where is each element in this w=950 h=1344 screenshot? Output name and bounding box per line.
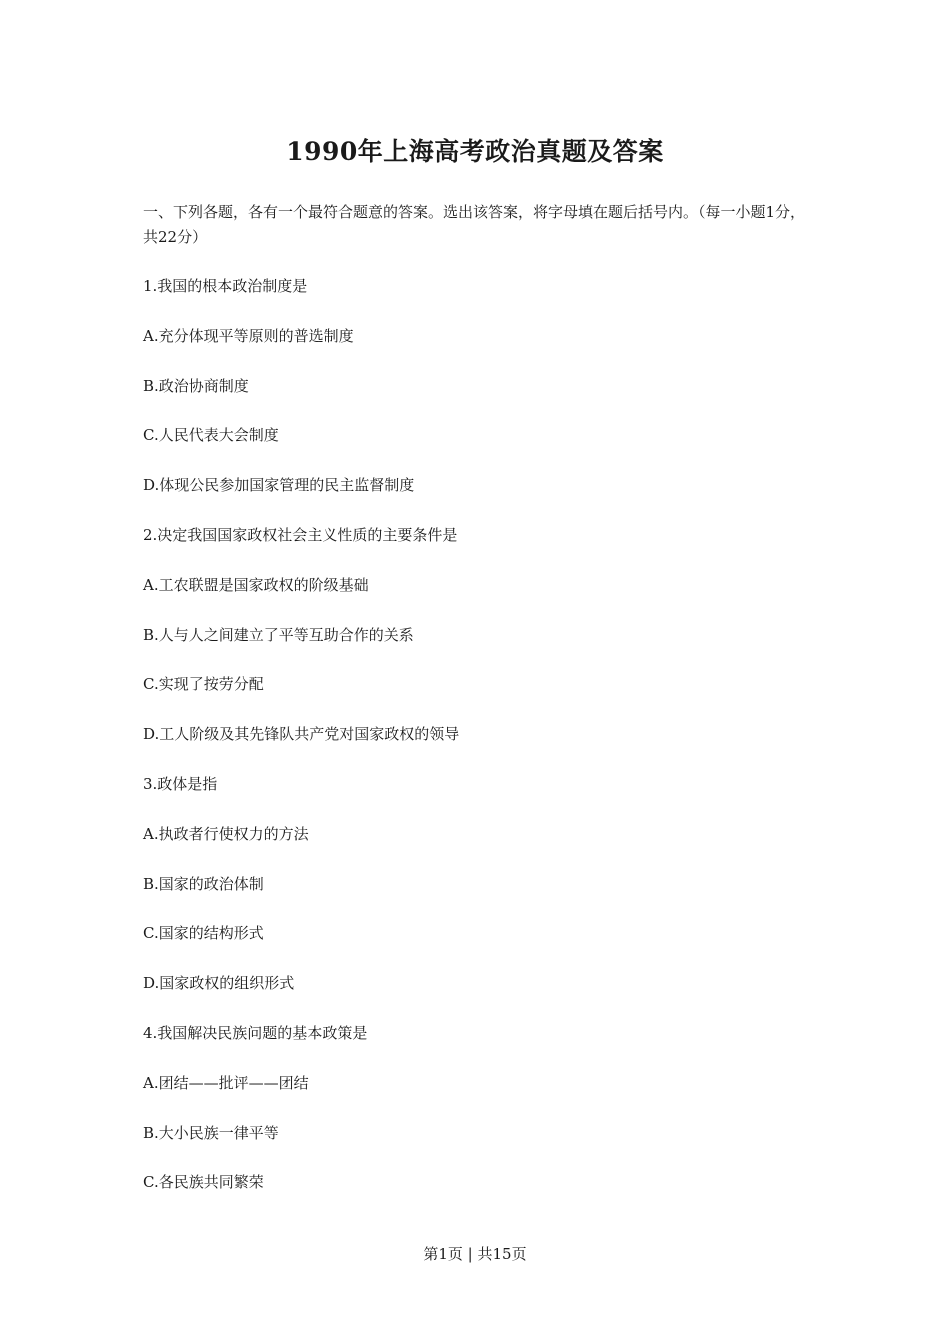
question-3-option-a: A.执政者行使权力的方法 [143,824,309,843]
question-3-option-b: B.国家的政治体制 [143,874,264,893]
question-2-option-d: D.工人阶级及其先锋队共产党对国家政权的领导 [143,725,460,744]
question-list [143,275,809,1221]
section-instructions: 一、下列各题，各有一个最符合题意的答案。选出该答案，将字母填在题后括号内。（每一小题1分，共22分） [143,203,806,246]
question-4-option-a: A.团结——批评——团结 [143,1073,309,1092]
question-4-stem: 4.我国解决民族问题的基本政策是 [143,1023,368,1042]
question-2-option-a: A.工农联盟是国家政权的阶级基础 [143,575,369,594]
question-2-option-b: B.人与人之间建立了平等互助合作的关系 [143,625,414,644]
question-1-stem: 1.我国的根本政治制度是 [143,277,308,295]
question-2-stem: 2.决定我国国家政权社会主义性质的主要条件是 [143,525,458,544]
question-4-option-c: C.各民族共同繁荣 [143,1173,264,1192]
question-1-option-a: A.充分体现平等原则的普选制度 [143,326,354,345]
question-3-option-c: C.国家的结构形式 [143,924,264,943]
question-4-option-b: B.大小民族一律平等 [143,1123,279,1142]
question-2-option-c: C.实现了按劳分配 [143,675,264,694]
question-1-option-d: D.体现公民参加国家管理的民主监督制度 [143,476,415,495]
question-1-option-b: B.政治协商制度 [143,376,249,395]
question-3-stem: 3.政体是指 [143,774,218,793]
question-1-option-c: C.人民代表大会制度 [143,426,279,445]
page-title: 1990年上海高考政治真题及答案 [286,137,664,166]
question-3-option-d: D.国家政权的组织形式 [143,974,295,993]
page-footer: 第1页 | 共15页 [423,1245,527,1263]
